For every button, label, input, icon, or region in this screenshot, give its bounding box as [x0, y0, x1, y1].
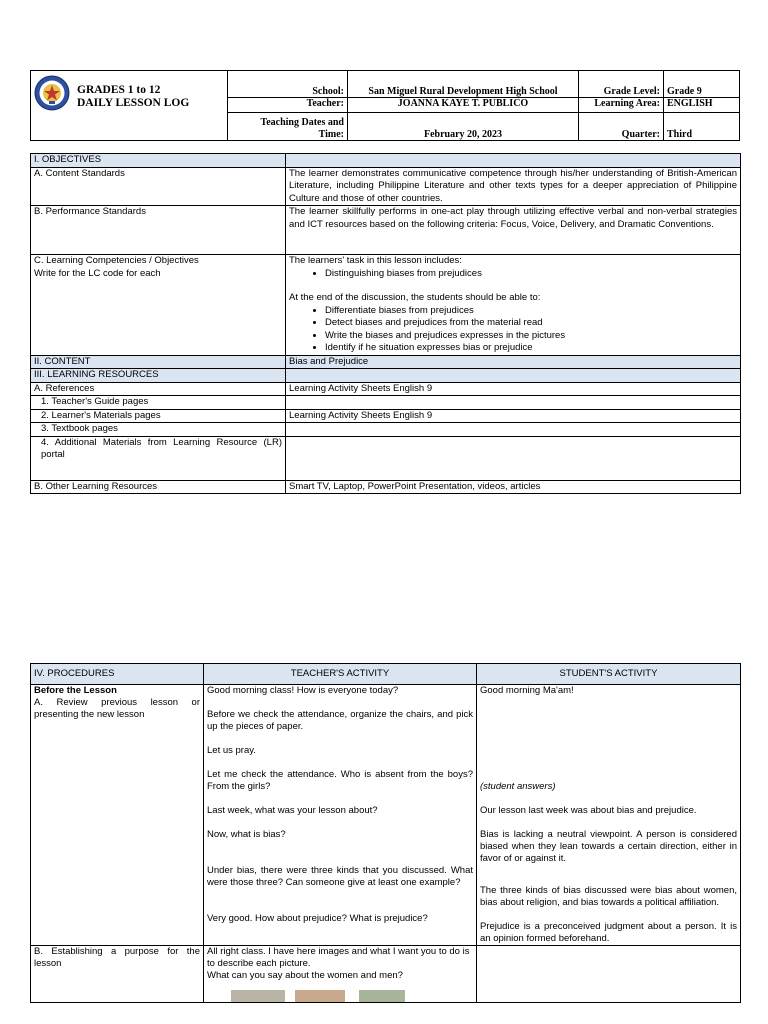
resources-label: III. LEARNING RESOURCES: [31, 369, 286, 383]
spacer: [289, 280, 737, 292]
objective-item: • Write the biases and prejudices expresses in the pictures: [325, 330, 737, 343]
picture-thumbnail: [231, 990, 285, 1002]
student-line: Prejudice is a preconceived judgment about a person. It is an opinion formed beforehand.: [480, 921, 737, 944]
student-line: Bias is lacking a neutral viewpoint. A person is considered biased when they lean towards a certain direction, either in favor of or against it.: [480, 829, 737, 864]
content-standards-label: A. Content Standards: [31, 167, 286, 206]
learning-area-label: Learning Area:: [579, 98, 664, 113]
dates-label-line-1: Teaching Dates and: [260, 117, 344, 128]
teacher-activity-purpose: [204, 946, 477, 1003]
teacher-line: Let me check the attendance. Who is absent from the boys? From the girls?: [207, 769, 473, 792]
objective-item: • Detect biases and prejudices from the material read: [325, 317, 737, 330]
other-resources-label: B. Other Learning Resources: [31, 480, 286, 494]
procedures-heading: IV. PROCEDURES: [31, 664, 204, 685]
deped-seal-icon: [34, 75, 70, 111]
teacher-value: JOANNA KAYE T. PUBLICO: [348, 98, 579, 113]
title-line-1: GRADES 1 to 12: [77, 84, 161, 96]
additional-materials-value: [286, 436, 741, 480]
competencies-task: • Distinguishing biases from prejudices: [325, 268, 737, 281]
school-value: San Miguel Rural Development High School: [348, 71, 579, 98]
grade-level-value: Grade 9: [664, 71, 740, 98]
objectives-heading: I. OBJECTIVES: [31, 154, 286, 168]
header-table: [30, 70, 740, 141]
quarter-label: Quarter:: [579, 112, 664, 140]
competencies-intro: The learners' task in this lesson includes:: [289, 255, 462, 266]
teacher-label: Teacher:: [228, 98, 348, 113]
grade-level-label: Grade Level:: [579, 71, 664, 98]
student-line: Our lesson last week was about bias and prejudice.: [480, 805, 697, 816]
teacher-line: Very good. How about prejudice? What is prejudice?: [207, 913, 428, 924]
student-line: The three kinds of bias discussed were bias about women, bias about religion, and bias towards a political affiliation.: [480, 885, 737, 908]
student-activity-heading: STUDENT'S ACTIVITY: [477, 664, 741, 685]
picture-thumbnails: [207, 982, 473, 1002]
objectives-intro: At the end of the discussion, the students should be able to:: [289, 292, 541, 303]
purpose-teacher-line-2: What can you say about the women and men?: [207, 970, 403, 981]
content-standards-text: The learner demonstrates communicative competence through his/her understanding of British-American Literature, including Philippine Literature and other texts types for a deeper appreciation of Philippine Culture and those of other countries.: [286, 167, 741, 206]
document-title: [77, 84, 189, 110]
before-lesson-label: Before the Lesson: [34, 685, 117, 696]
teacher-line: Last week, what was your lesson about?: [207, 805, 378, 816]
teacher-activity-heading: TEACHER'S ACTIVITY: [204, 664, 477, 685]
logo-title-cell: [31, 71, 228, 141]
student-line: (student answers): [480, 781, 556, 792]
school-label: School:: [228, 71, 348, 98]
teachers-guide-label: 1. Teacher's Guide pages: [31, 396, 286, 410]
teacher-line: Good morning class! How is everyone today?: [207, 685, 399, 696]
student-activity-purpose: [477, 946, 741, 1003]
performance-standards-text: The learner skillfully performs in one-act play through utilizing effective verbal and non-verbal strategies and ICT resources based on the following criteria: Focus, Voice, Delivery, and Dramatic Conventions.: [286, 206, 741, 255]
student-activity-review: [477, 685, 741, 946]
picture-thumbnail: [295, 990, 345, 1002]
competencies-label-line-1: C. Learning Competencies / Objectives: [34, 255, 199, 266]
objectives-table: [30, 153, 741, 494]
dates-label-line-2: Time:: [318, 128, 344, 140]
content-value: Bias and Prejudice: [286, 355, 741, 369]
teachers-guide-value: [286, 396, 741, 410]
content-label: II. CONTENT: [31, 355, 286, 369]
purpose-step-label: B. Establishing a purpose for the lesson: [31, 946, 204, 1003]
learners-materials-label: 2. Learner's Materials pages: [31, 409, 286, 423]
title-line-2: DAILY LESSON LOG: [77, 97, 190, 109]
other-resources-value: Smart TV, Laptop, PowerPoint Presentation, videos, articles: [286, 480, 741, 494]
procedures-table: [30, 663, 741, 1003]
objective-item: • Differentiate biases from prejudices: [325, 305, 737, 318]
teacher-activity-review: [204, 685, 477, 946]
learning-area-value: ENGLISH: [664, 98, 740, 113]
dates-label: [228, 112, 348, 140]
teacher-line: Under bias, there were three kinds that you discussed. What were those three? Can someone give at least one example?: [207, 865, 473, 888]
quarter-value: Third: [664, 112, 740, 140]
resources-blank: [286, 369, 741, 383]
objective-item: • Identify if he situation expresses bias or prejudice: [325, 342, 737, 355]
references-value: Learning Activity Sheets English 9: [286, 382, 741, 396]
performance-standards-label: B. Performance Standards: [31, 206, 286, 255]
review-lesson-label: A. Review previous lesson or presenting the new lesson: [34, 697, 200, 720]
competencies-label-line-2: Write for the LC code for each: [34, 267, 161, 279]
competencies-label: [31, 255, 286, 356]
textbook-label: 3. Textbook pages: [31, 423, 286, 437]
teacher-line: Before we check the attendance, organize the chairs, and pick up the pieces of paper.: [207, 709, 473, 732]
picture-thumbnail: [359, 990, 405, 1002]
teacher-line: Now, what is bias?: [207, 829, 286, 840]
competencies-task-list: [289, 268, 737, 281]
learners-materials-value: Learning Activity Sheets English 9: [286, 409, 741, 423]
objectives-heading-blank: [286, 154, 741, 168]
objectives-list: [289, 305, 737, 355]
purpose-teacher-line-1: All right class. I have here images and what I want you to do is to describe each picture.: [207, 946, 470, 969]
student-line: Good morning Ma'am!: [480, 685, 574, 696]
textbook-value: [286, 423, 741, 437]
competencies-text: [286, 255, 741, 356]
dates-value: February 20, 2023: [348, 112, 579, 140]
additional-materials-label: 4. Additional Materials from Learning Resource (LR) portal: [31, 436, 286, 480]
teacher-line: Let us pray.: [207, 745, 256, 756]
review-step-label: [31, 685, 204, 946]
references-label: A. References: [31, 382, 286, 396]
